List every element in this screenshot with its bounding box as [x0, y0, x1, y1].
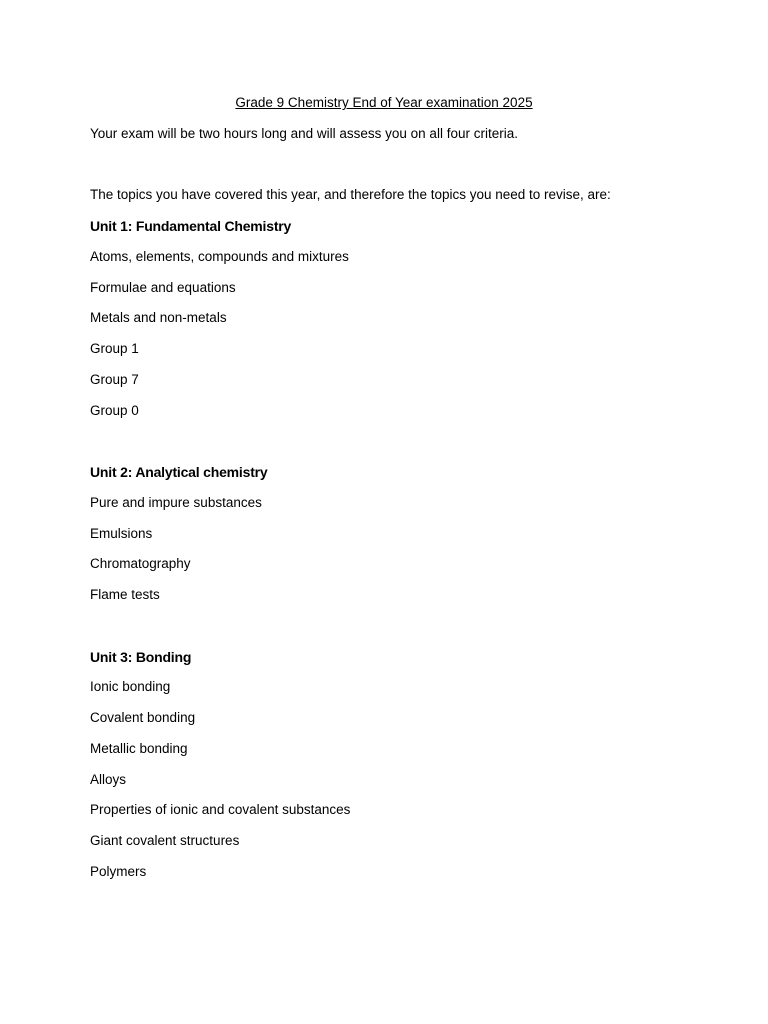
unit-3-topic: Metallic bonding	[90, 741, 188, 756]
unit-1-topic: Atoms, elements, compounds and mixtures	[90, 249, 349, 264]
unit-1-topic: Metals and non-metals	[90, 310, 227, 325]
exam-intro-text: Your exam will be two hours long and will assess you on all four criteria.	[90, 126, 518, 141]
topics-intro-text: The topics you have covered this year, and therefore the topics you need to revise, are:	[90, 187, 611, 202]
unit-1-topic: Group 7	[90, 372, 139, 387]
unit-1-topic: Formulae and equations	[90, 280, 236, 295]
unit-3-topic: Giant covalent structures	[90, 833, 240, 848]
unit-2-topic: Chromatography	[90, 556, 191, 571]
unit-2-topic: Flame tests	[90, 587, 160, 602]
unit-3-topic: Covalent bonding	[90, 710, 196, 725]
unit-1-topic: Group 1	[90, 341, 139, 356]
unit-1-topic: Group 0	[90, 403, 139, 418]
unit-3-heading: Unit 3: Bonding	[90, 649, 192, 665]
unit-3-topic: Polymers	[90, 864, 147, 879]
unit-2-topic: Emulsions	[90, 526, 153, 541]
unit-1-heading: Unit 1: Fundamental Chemistry	[90, 218, 292, 234]
unit-2-heading: Unit 2: Analytical chemistry	[90, 464, 268, 480]
unit-3-topic: Ionic bonding	[90, 679, 171, 694]
document-title: Grade 9 Chemistry End of Year examination 2025	[235, 95, 533, 110]
unit-3-topic: Alloys	[90, 772, 127, 787]
unit-2-topic: Pure and impure substances	[90, 495, 262, 510]
unit-3-topic: Properties of ionic and covalent substances	[90, 802, 351, 817]
